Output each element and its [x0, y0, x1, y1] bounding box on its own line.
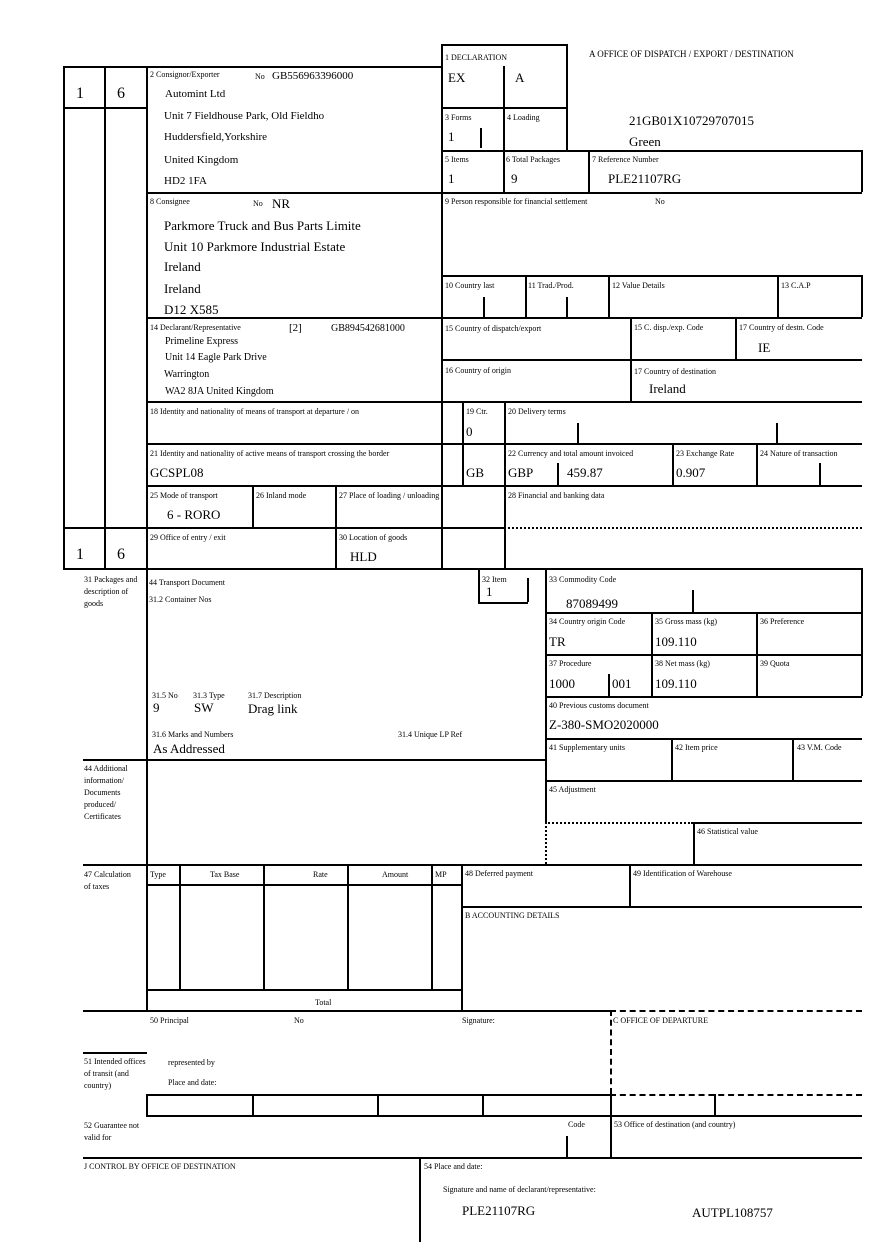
mrn-value: 21GB01X10729707015 [629, 113, 754, 128]
inland-mode-label: 26 Inland mode [256, 491, 307, 500]
exchange-rate-value: 0.907 [676, 465, 706, 480]
guarantee-side-label: 52 Guarantee not valid for [84, 1121, 140, 1142]
place-loading-label: 27 Place of loading / unloading [339, 491, 440, 500]
goods-description-label: 31.7 Description [248, 691, 302, 700]
copy-number-left-top: 1 [76, 85, 84, 102]
cap-label: 13 C.A.P [781, 281, 811, 290]
consignee-no-label: No [253, 199, 263, 208]
commodity-code-value: 87089499 [566, 596, 618, 611]
consignor-line: Unit 7 Fieldhouse Park, Old Fieldho [164, 110, 325, 122]
active-transport-label: 21 Identity and nationality of active means of transport crossing the border [150, 449, 390, 458]
total-packages-value: 9 [511, 171, 518, 186]
represented-by-label: represented by [168, 1058, 215, 1067]
declaration-label: 1 DECLARATION [445, 53, 507, 62]
destination-code-value: IE [758, 340, 771, 355]
financial-banking-label: 28 Financial and banking data [508, 491, 605, 500]
item-label: 32 Item [482, 575, 507, 584]
calculation-taxes-side-label: 47 Calculation of taxes [84, 870, 131, 891]
exchange-rate-label: 23 Exchange Rate [676, 449, 735, 458]
copy-number-left-bottom: 1 [76, 546, 84, 563]
country-origin-code-value: TR [549, 634, 566, 649]
office-of-dispatch-label: A OFFICE OF DISPATCH / EXPORT / DESTINATION [589, 49, 794, 59]
trad-prod-label: 11 Trad./Prod. [528, 281, 574, 290]
package-type-label: 31.3 Type [193, 691, 225, 700]
procedure-additional-value: 001 [612, 676, 632, 691]
item-value: 1 [486, 584, 493, 599]
principal-signature-label: Signature: [462, 1016, 495, 1025]
tax-column-header: Type [150, 870, 166, 879]
tax-total-label: Total [315, 998, 332, 1007]
office-departure-label: C OFFICE OF DEPARTURE [613, 1016, 709, 1025]
country-dispatch-label: 15 Country of dispatch/export [445, 324, 542, 333]
items-label: 5 Items [445, 155, 469, 164]
vm-code-label: 43 V.M. Code [797, 743, 842, 752]
adjustment-label: 45 Adjustment [549, 785, 596, 794]
declaration-subtype: A [515, 70, 525, 85]
statistical-value-label: 46 Statistical value [697, 827, 758, 836]
items-value: 1 [448, 171, 455, 186]
deferred-payment-label: 48 Deferred payment [465, 869, 533, 878]
country-origin-code-label: 34 Country origin Code [549, 617, 626, 626]
gross-mass-label: 35 Gross mass (kg) [655, 617, 717, 626]
consignee-line: Ireland [164, 259, 201, 274]
additional-information-side-label: 44 Additional information/ Documents produced/ Certificates [84, 764, 128, 821]
accounting-details-label: B ACCOUNTING DETAILS [465, 911, 560, 920]
declarant-line: Warrington [164, 369, 210, 380]
office-entry-exit-label: 29 Office of entry / exit [150, 533, 226, 542]
principal-no-label: No [294, 1016, 304, 1025]
destination-code-label: 17 Country of destn. Code [739, 323, 824, 332]
financial-settlement-no-label: No [655, 197, 665, 206]
consignee-line: Ireland [164, 281, 201, 296]
office-destination-label: 53 Office of destination (and country) [614, 1120, 736, 1129]
declarant-rep-code: [2] [289, 322, 302, 334]
consignee-no-value: NR [272, 196, 291, 211]
copy-number-right-top: 6 [117, 85, 125, 102]
principal-label: 50 Principal [150, 1016, 189, 1025]
gross-mass-value: 109.110 [655, 634, 697, 649]
guarantee-code-label: Code [568, 1120, 585, 1129]
supplementary-units-label: 41 Supplementary units [549, 743, 625, 752]
mode-transport-label: 25 Mode of transport [150, 491, 218, 500]
tax-column-header: Amount [382, 870, 409, 879]
transport-document-label: 44 Transport Document [149, 578, 225, 587]
net-mass-label: 38 Net mass (kg) [655, 659, 710, 668]
reference-number-label: 7 Reference Number [592, 155, 659, 164]
declarant-line: Unit 14 Eagle Park Drive [165, 352, 267, 363]
unique-lp-ref-label: 31.4 Unique LP Ref [398, 730, 463, 739]
consignor-line: United Kingdom [164, 154, 239, 166]
marks-numbers-label: 31.6 Marks and Numbers [152, 730, 234, 739]
financial-settlement-label: 9 Person responsible for financial settlement [445, 197, 588, 206]
goods-description-value: Drag link [248, 701, 298, 716]
country-destination-value: Ireland [649, 381, 686, 396]
previous-document-value: Z-380-SMO2020000 [549, 717, 659, 732]
warehouse-label: 49 Identification of Warehouse [633, 869, 732, 878]
declarant-reference-value: AUTPL108757 [692, 1205, 773, 1220]
nature-transaction-label: 24 Nature of transaction [760, 449, 838, 458]
declarant-eori: GB894542681000 [331, 323, 405, 334]
commodity-code-label: 33 Commodity Code [549, 575, 617, 584]
loading-label: 4 Loading [507, 113, 540, 122]
reference-number-value: PLE21107RG [608, 171, 682, 186]
marks-numbers-value: As Addressed [153, 741, 225, 756]
active-transport-value: GCSPL08 [150, 465, 204, 480]
location-goods-label: 30 Location of goods [339, 533, 408, 542]
invoice-amount-value: 459.87 [567, 465, 603, 480]
country-destination-label: 17 Country of destination [634, 367, 716, 376]
signature-reference-value: PLE21107RG [462, 1203, 536, 1218]
transport-departure-label: 18 Identity and nationality of means of transport at departure / on [150, 407, 360, 416]
packages-description-side-label: 31 Packages and description of goods [84, 575, 138, 608]
country-last-label: 10 Country last [445, 281, 495, 290]
value-details-label: 12 Value Details [612, 281, 665, 290]
consignor-label: 2 Consignor/Exporter [150, 70, 220, 79]
mode-transport-value: 6 - RORO [167, 507, 221, 522]
tax-column-header: MP [435, 870, 447, 879]
declarant-line: WA2 8JA United Kingdom [165, 386, 274, 397]
quota-label: 39 Quota [760, 659, 790, 668]
route-value: Green [629, 134, 661, 149]
declarant-line: Primeline Express [165, 336, 239, 347]
consignor-line: Huddersfield,Yorkshire [164, 131, 268, 143]
delivery-terms-label: 20 Delivery terms [508, 407, 566, 416]
packages-no-label: 31.5 No [152, 691, 178, 700]
procedure-label: 37 Procedure [549, 659, 592, 668]
place-date-label: Place and date: [168, 1078, 217, 1087]
transit-offices-side-label: 51 Intended offices of transit (and country) [84, 1057, 146, 1090]
item-price-label: 42 Item price [675, 743, 718, 752]
previous-document-label: 40 Previous customs document [549, 701, 649, 710]
consignee-line: Parkmore Truck and Bus Parts Limite [164, 218, 361, 233]
net-mass-value: 109.110 [655, 676, 697, 691]
container-flag-value: 0 [466, 424, 473, 439]
declaration-type: EX [448, 70, 466, 85]
declarant-signature-label: Signature and name of declarant/representative: [443, 1185, 596, 1194]
currency-amount-label: 22 Currency and total amount invoiced [508, 449, 634, 458]
packages-no-value: 9 [153, 700, 160, 715]
tax-column-header: Rate [313, 870, 328, 879]
copy-number-right-bottom: 6 [117, 546, 125, 563]
currency-value: GBP [508, 465, 534, 480]
location-goods-value: HLD [350, 549, 377, 564]
procedure-value: 1000 [549, 676, 575, 691]
preference-label: 36 Preference [760, 617, 805, 626]
container-nos-label: 31.2 Container Nos [149, 595, 212, 604]
tax-column-header: Tax Base [210, 870, 240, 879]
total-packages-label: 6 Total Packages [506, 155, 560, 164]
consignor-line: HD2 1FA [164, 175, 207, 187]
declarant-label: 14 Declarant/Representative [150, 323, 241, 332]
place-and-date-label: 54 Place and date: [424, 1162, 483, 1171]
active-transport-nationality: GB [466, 465, 485, 480]
forms-value: 1 [448, 129, 455, 144]
consignee-line: D12 X585 [164, 302, 219, 317]
package-type-value: SW [194, 700, 214, 715]
container-flag-label: 19 Ctr. [466, 407, 488, 416]
consignor-line: Automint Ltd [165, 88, 226, 100]
country-origin-label: 16 Country of origin [445, 366, 511, 375]
consignee-line: Unit 10 Parkmore Industrial Estate [164, 239, 346, 254]
consignor-eori: GB556963396000 [272, 70, 354, 82]
control-destination-label: J CONTROL BY OFFICE OF DESTINATION [84, 1162, 236, 1171]
dispatch-code-label: 15 C. disp./exp. Code [634, 323, 704, 332]
forms-label: 3 Forms [445, 113, 472, 122]
consignor-no-label: No [255, 72, 265, 81]
consignee-label: 8 Consignee [150, 197, 190, 206]
